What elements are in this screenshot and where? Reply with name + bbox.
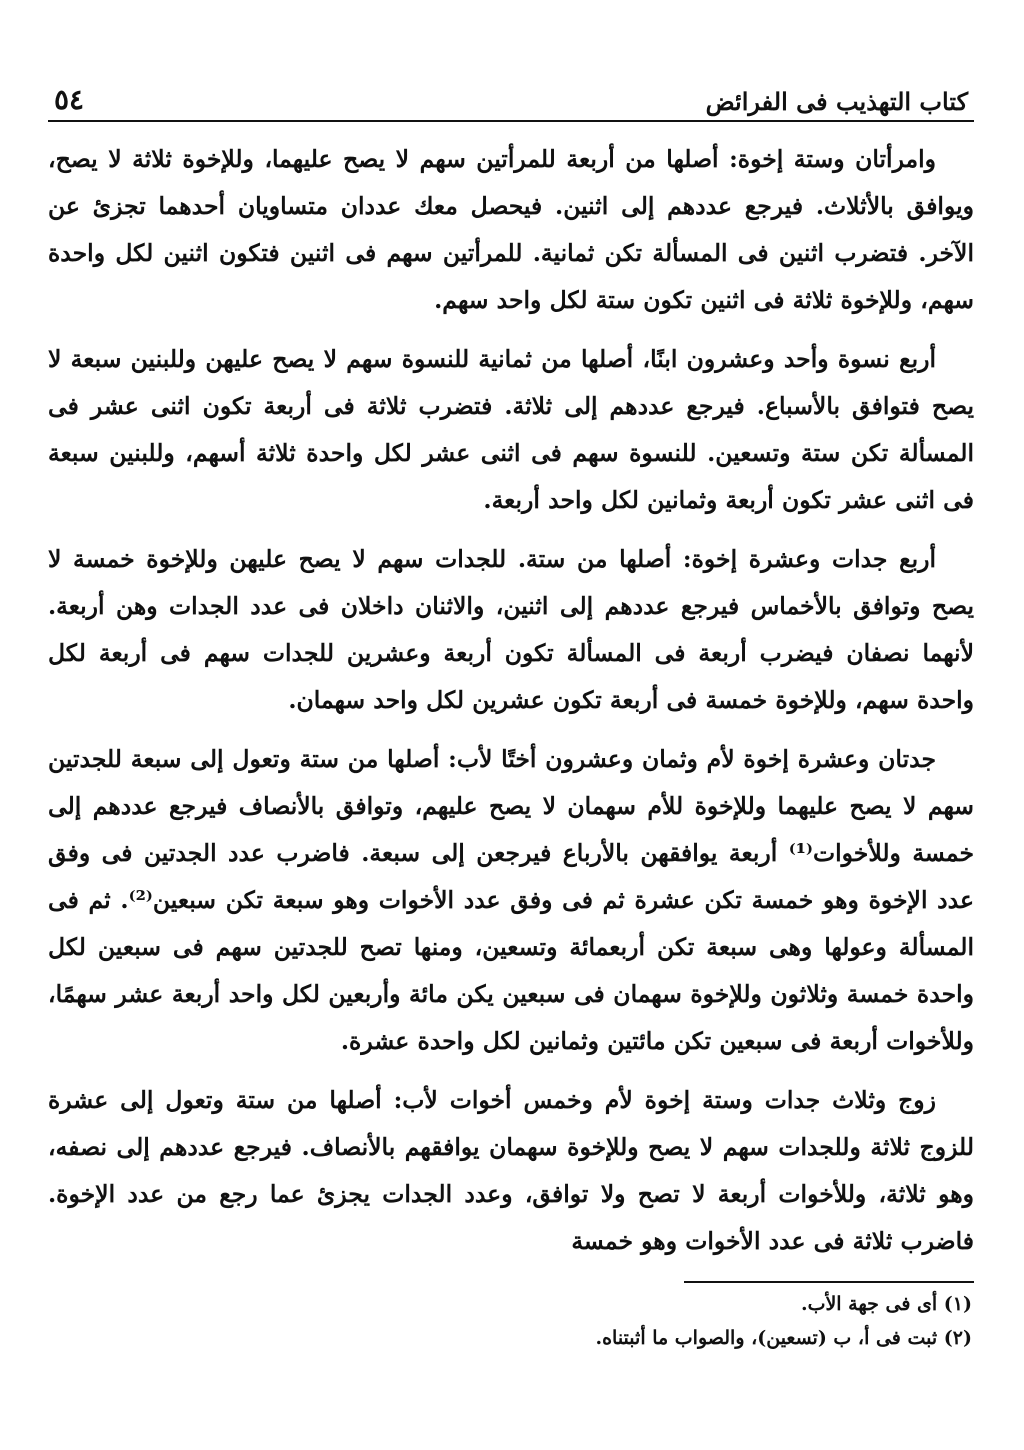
- footnote: (١) أى فى جهة الأب.: [800, 1293, 972, 1315]
- footnote: (٢) ثبت فى أ، ب (تسعين)، والصواب ما أثبتناه.: [595, 1327, 972, 1349]
- paragraph: وامرأتان وستة إخوة: أصلها من أربعة للمرأتين سهم لا يصح عليهما، وللإخوة ثلاثة لا يصح، ويوافق بالأثلاث. فيرجع عددهم إلى اثنين. فيحصل معك عددان متساويان أحدهما تجزئ عن الآخر. فتضرب اثنين فى المسألة تكن ثمانية. للمرأتين سهم فى اثنين فتكون اثنين لكل واحدة سهم، وللإخوة ثلاثة فى اثنين تكون ستة لكل واحد سهم.: [48, 145, 974, 314]
- paragraph: أربع نسوة وأحد وعشرون ابنًا، أصلها من ثمانية للنسوة سهم لا يصح عليهن وللبنين سبعة لا يصح فتوافق بالأسباع. فيرجع عددهم إلى ثلاثة. فتضرب ثلاثة فى أربعة تكون اثنى عشر فى المسألة تكن ستة وتسعين. للنسوة سهم فى اثنى عشر لكل واحدة ثلاثة أسهم، وللبنين سبعة فى اثنى عشر تكون أربعة وثمانين لكل واحد أربعة.: [48, 345, 974, 514]
- body-text: [48, 136, 974, 1265]
- footnotes: [48, 1287, 974, 1355]
- paragraph: زوج وثلاث جدات وستة إخوة لأم وخمس أخوات لأب: أصلها من ستة وتعول إلى عشرة للزوج ثلاثة وللجدات سهم لا يصح وللإخوة سهمان يوافقهم بالأنصاف. فيرجع عددهم إلى نصفه، وهو ثلاثة، وللأخوات أربعة لا تصح ولا توافق، وعدد الجدات يجزئ عما رجع من عدد الإخوة. فاضرب ثلاثة فى عدد الأخوات وهو خمسة: [48, 1086, 974, 1255]
- page-number: ٥٤: [54, 83, 85, 116]
- running-title: كتاب التهذيب فى الفرائض: [705, 87, 968, 116]
- page-header: [48, 78, 974, 116]
- paragraph: أربع جدات وعشرة إخوة: أصلها من ستة. للجدات سهم لا يصح عليهن وللإخوة خمسة لا يصح وتوافق بالأخماس فيرجع عددهم إلى اثنين، والاثنان داخلان فى عدد الجدات وهن أربعة. لأنهما نصفان فيضرب أربعة فى المسألة تكون أربعة وعشرين للجدات سهم فى أربعة لكل واحدة سهم، وللإخوة خمسة فى أربعة تكون عشرين لكل واحد سهمان.: [48, 545, 974, 714]
- paragraph: جدتان وعشرة إخوة لأم وثمان وعشرون أختًا لأب: أصلها من ستة وتعول إلى سبعة للجدتين سهم لا يصح عليهما وللإخوة للأم سهمان لا يصح عليهم، وتوافق بالأنصاف فيرجع عددهم إلى خمسة وللأخوات⁽¹⁾ أربعة يوافقهن بالأرباع فيرجعن إلى سبعة. فاضرب عدد الجدتين فى وفق عدد الإخوة وهو خمسة تكن عشرة ثم فى وفق عدد الأخوات وهو سبعة تكن سبعين⁽²⁾. ثم فى المسألة وعولها وهى سبعة تكن أربعمائة وتسعين، ومنها تصح للجدتين سهم فى سبعين لكل واحدة خمسة وثلاثون وللإخوة سهمان فى سبعين يكن مائة وأربعين لكل واحد أربعة عشر سهمًا، وللأخوات أربعة فى سبعين تكن مائتين وثمانين لكل واحدة عشرة.: [48, 745, 974, 1055]
- footnote-rule: [684, 1281, 974, 1283]
- header-rule: [48, 120, 974, 122]
